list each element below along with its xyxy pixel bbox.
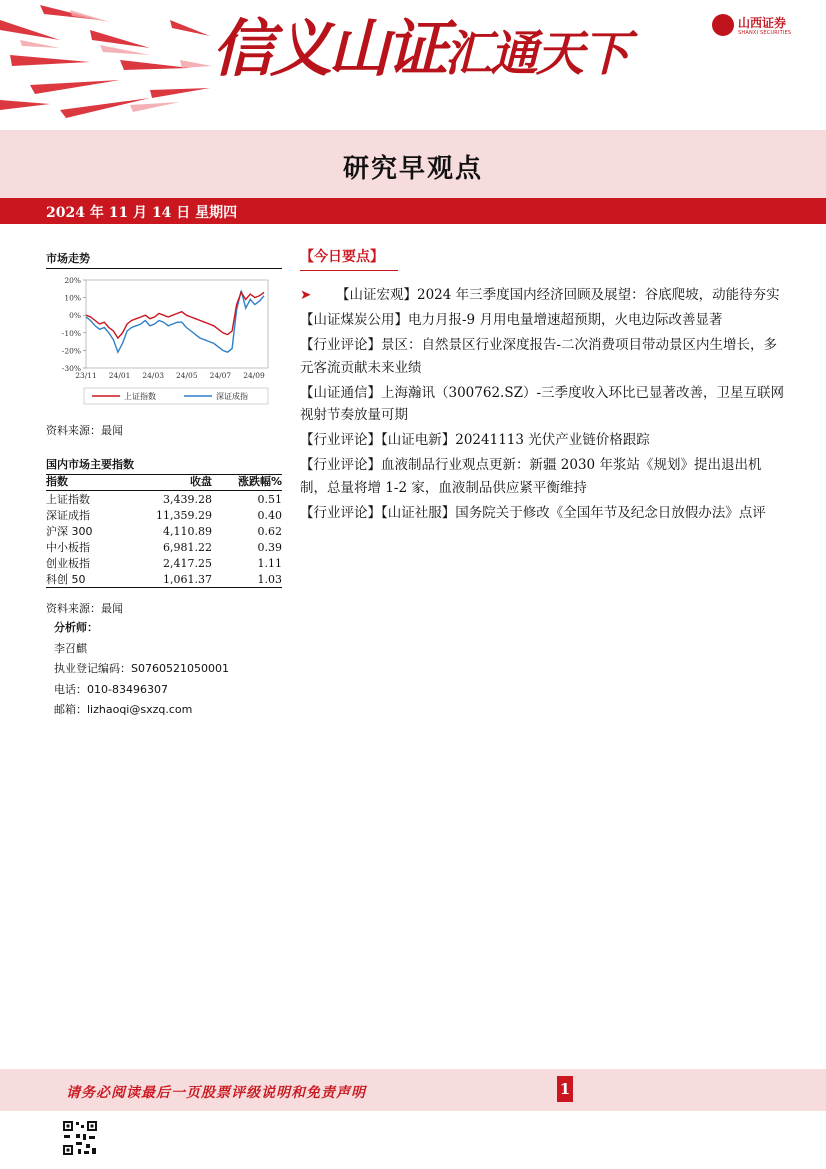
- analyst-block: [54, 618, 229, 721]
- page-title: 研究早观点: [342, 154, 483, 184]
- table-row: [46, 555, 282, 571]
- tel-label: 电话：: [54, 682, 87, 696]
- x-tick-label: 24/05: [175, 371, 198, 380]
- slogan-tail: 汇通天下: [444, 26, 629, 82]
- index-name: 深证成指: [46, 509, 90, 522]
- list-item[interactable]: 【山证煤炭公用】电力月报-9 月用电量增速超预期，火电边际改善显著: [300, 312, 723, 329]
- logo-emblem-icon: [712, 14, 734, 36]
- news-text: 【山证宏观】2024 年三季度国内经济回顾及展望：谷底爬坡，动能待夯实: [336, 287, 780, 303]
- arrow-bullet-icon: ➤: [300, 287, 312, 303]
- reg-number: S0760521050001: [131, 662, 229, 675]
- market-trend-chart: [46, 272, 282, 422]
- x-tick-label: 24/01: [108, 371, 131, 380]
- analyst-email: [54, 700, 229, 721]
- reg-label: 执业登记编码：: [54, 662, 131, 675]
- company-logo: [712, 12, 812, 40]
- x-tick-label: 24/03: [142, 371, 165, 380]
- index-close: 1,061.37: [136, 571, 212, 588]
- table-header-row: [46, 472, 282, 491]
- tel-number: 010-83496307: [87, 682, 168, 696]
- index-name: 沪深 300: [46, 525, 93, 538]
- index-change: 0.51: [257, 492, 282, 506]
- email-address[interactable]: lizhaoqi@sxzq.com: [87, 703, 193, 716]
- header-banner: [0, 0, 826, 130]
- y-tick-label: -10%: [61, 328, 81, 338]
- index-change: 0.39: [257, 540, 282, 554]
- col-index: 指数: [46, 472, 136, 491]
- analyst-tel: [54, 680, 229, 701]
- index-name: 上证指数: [46, 493, 90, 506]
- table-row: [46, 491, 282, 508]
- slogan-main: 信义山证: [212, 12, 445, 85]
- series-line: [86, 291, 264, 353]
- y-tick-label: 20%: [64, 276, 81, 285]
- logo-name: 山西证券: [738, 16, 787, 30]
- market-trend-svg: [46, 272, 282, 422]
- table-row: [46, 507, 282, 523]
- list-item[interactable]: 【行业评论】景区：自然景区行业深度报告-二次消费项目带动景区内生增长，多元客流贡献未来业绩: [300, 337, 778, 376]
- series-line: [86, 292, 264, 338]
- date-bar: [0, 198, 826, 224]
- list-item[interactable]: 【山证通信】上海瀚讯（300762.SZ）-三季度收入环比已显著改善，卫星互联网视射节奏放量可期: [300, 384, 785, 424]
- analyst-heading: 分析师：: [54, 621, 98, 634]
- y-tick-label: 10%: [64, 293, 81, 303]
- logo-subtitle: SHANXI SECURITIES: [738, 30, 792, 36]
- y-tick-label: 0%: [69, 311, 81, 321]
- index-change: 0.40: [257, 508, 282, 522]
- x-tick-label: 24/07: [209, 371, 232, 380]
- left-sidebar: [46, 250, 282, 716]
- index-change: 0.62: [257, 524, 282, 538]
- col-close: 收盘: [136, 472, 212, 491]
- disclaimer-notice: 请务必阅读最后一页股票评级说明和免责声明: [66, 1085, 366, 1101]
- x-tick-label: 23/11: [75, 371, 97, 380]
- y-tick-label: -20%: [61, 346, 81, 356]
- analyst-name: 李召麒: [54, 641, 87, 655]
- market-heading: 市场走势: [46, 250, 282, 269]
- index-change: 1.11: [257, 556, 282, 570]
- brand-slogan: [212, 12, 629, 85]
- table-row: [46, 539, 282, 555]
- index-close: 3,439.28: [163, 492, 212, 506]
- y-tick-label: -30%: [61, 364, 81, 373]
- page-number: 1: [557, 1076, 573, 1102]
- col-change: 涨跌幅%: [212, 472, 282, 491]
- key-points-list: [300, 284, 784, 527]
- analyst-reg: [54, 659, 229, 680]
- list-item[interactable]: [300, 284, 784, 307]
- index-close: 6,981.22: [163, 540, 212, 554]
- list-item[interactable]: 【行业评论】血液制品行业观点更新：新疆 2030 年浆站《规划》提出退出机制，总量将增 1-2 家，血液制品供应紧平衡维持: [300, 457, 762, 496]
- legend-label: 上证指数: [124, 392, 156, 401]
- index-name: 中小板指: [46, 541, 90, 554]
- index-name: 科创 50: [46, 571, 136, 588]
- report-date: 2024 年 11 月 14 日 星期四: [46, 205, 238, 221]
- table-row: [46, 523, 282, 539]
- indices-heading: 国内市场主要指数: [46, 456, 282, 475]
- table-source: 资料来源：最闻: [46, 602, 123, 615]
- email-label: 邮箱：: [54, 703, 87, 716]
- index-change: 1.03: [212, 571, 282, 588]
- list-item[interactable]: 【行业评论】【山证电新】20241113 光伏产业链价格跟踪: [300, 432, 650, 449]
- list-item[interactable]: 【行业评论】【山证社服】国务院关于修改《全国年节及纪念日放假办法》点评: [300, 505, 766, 522]
- index-close: 4,110.89: [163, 524, 212, 538]
- index-close: 11,359.29: [156, 508, 212, 522]
- key-points-heading: 【今日要点】: [300, 246, 398, 271]
- indices-table: [46, 472, 282, 588]
- qr-code-icon: [62, 1120, 98, 1156]
- table-row: [46, 571, 282, 588]
- legend-label: 深证成指: [216, 392, 248, 401]
- x-tick-label: 24/09: [243, 371, 265, 380]
- index-close: 2,417.25: [163, 556, 212, 570]
- main-content: [300, 246, 786, 522]
- index-name: 创业板指: [46, 557, 90, 570]
- chart-source: 资料来源：最闻: [46, 424, 123, 437]
